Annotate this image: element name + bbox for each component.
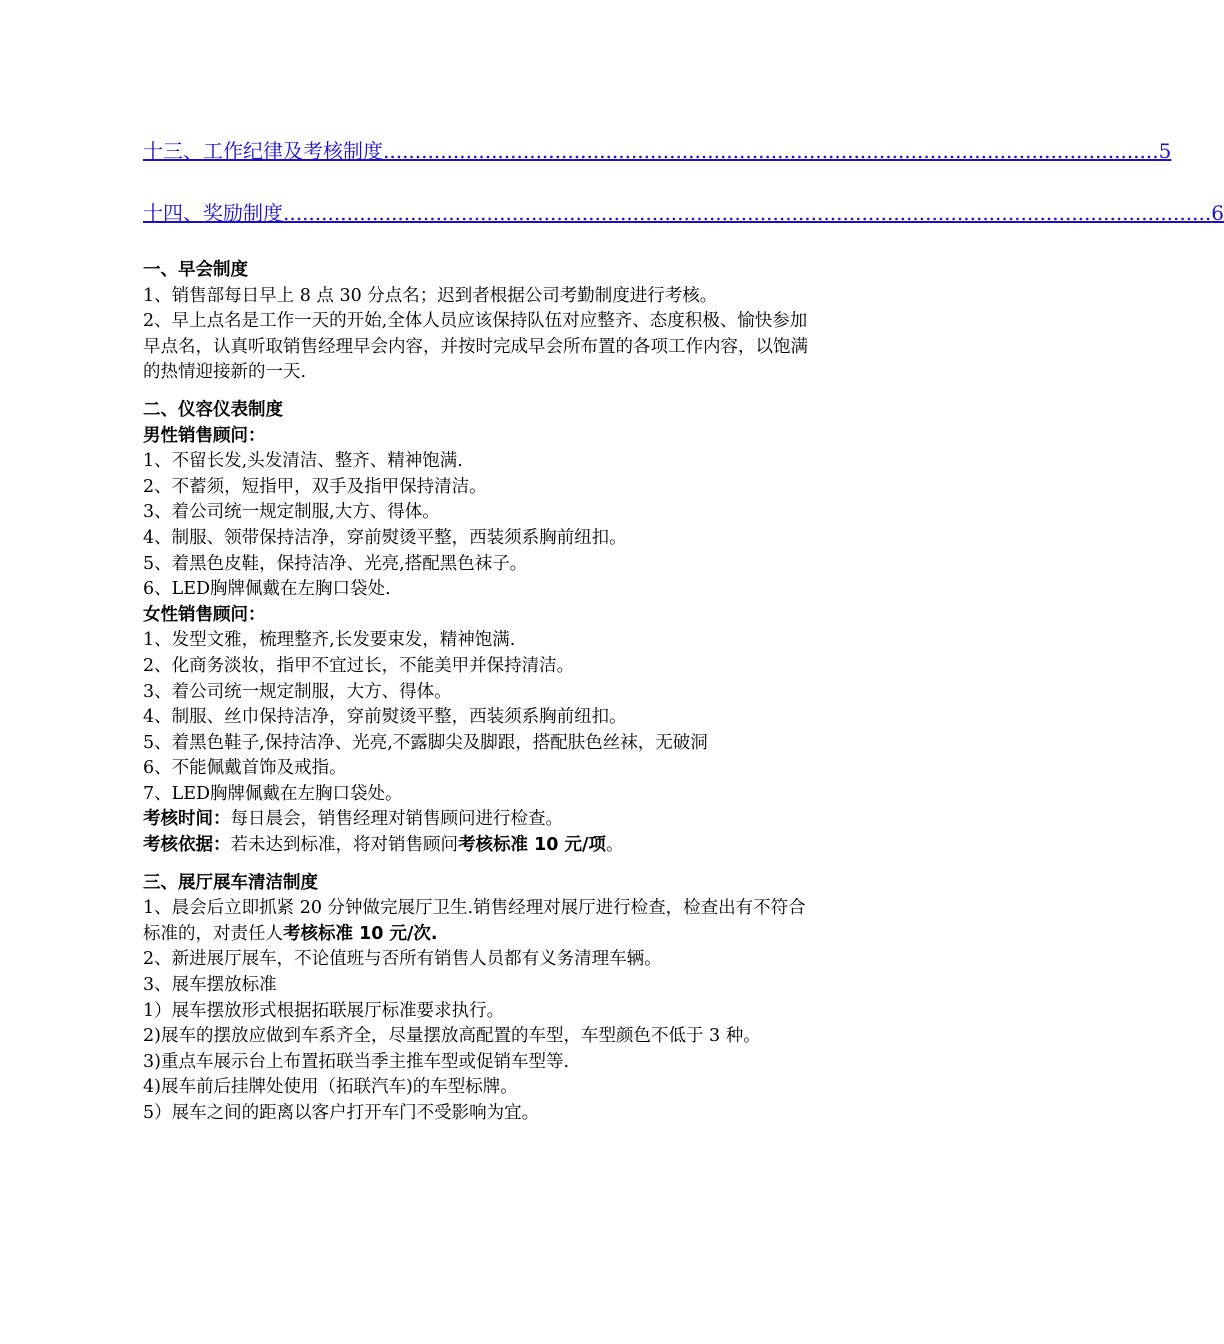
list-item: 1、不留长发,头发清洁、整齐、精神饱满. — [143, 451, 463, 472]
toc-link-reward-system[interactable] — [143, 197, 1224, 226]
toc-leader-dots: .................................................................................................................................................. — [283, 201, 1212, 225]
assessment-basis-label: 考核依据： — [143, 835, 231, 856]
assessment-basis-end: 。 — [605, 835, 624, 856]
section-heading: 一、早会制度 — [143, 260, 248, 280]
item-text: 1、晨会后立即抓紧 20 分钟做完展厅卫生.销售经理对展厅进行检查，检查出有不符合标准的，对责任人 — [143, 898, 806, 944]
toc-link-work-discipline[interactable] — [143, 135, 1172, 164]
assessment-standard: 考核标准 10 元/次. — [283, 923, 438, 944]
assessment-time-label: 考核时间： — [143, 809, 231, 830]
list-item: 3、着公司统一规定制服，大方、得体。 — [143, 681, 452, 702]
list-item: 2、化商务淡妆，指甲不宜过长，不能美甲并保持清洁。 — [143, 655, 575, 676]
section-heading: 三、展厅展车清洁制度 — [143, 872, 318, 893]
paragraph: 1、销售部每日早上 8 点 30 分点名；迟到者根据公司考勤制度进行考核。 — [143, 285, 718, 306]
toc-page-number: 5 — [1158, 139, 1172, 163]
list-item: 1、发型文雅，梳理整齐,长发要束发，精神饱满. — [143, 630, 516, 651]
list-item: 4、制服、丝巾保持洁净，穿前熨烫平整，西装须系胸前纽扣。 — [143, 707, 627, 728]
subheading-female: 女性销售顾问： — [143, 604, 266, 625]
list-item: 3)重点车展示台上布置拓联当季主推车型或促销车型等. — [143, 1051, 570, 1072]
list-item: 6、LED胸牌佩戴在左胸口袋处. — [143, 579, 391, 600]
list-item: 2)展车的摆放应做到车系齐全，尽量摆放高配置的车型，车型颜色不低于 3 种。 — [143, 1026, 761, 1047]
subheading-male: 男性销售顾问： — [143, 425, 266, 446]
toc-title: 十四、奖励制度 — [143, 201, 283, 225]
document-body — [143, 258, 808, 1127]
list-item: 2、不蓄须，短指甲，双手及指甲保持清洁。 — [143, 476, 487, 497]
list-item: 5、着黑色皮鞋，保持洁净、光亮,搭配黑色袜子。 — [143, 553, 528, 574]
toc-page-number: 6 — [1211, 201, 1224, 225]
list-item: 2、新进展厅展车，不论值班与否所有销售人员都有义务清理车辆。 — [143, 949, 662, 970]
assessment-basis-text: 若未达到标准，将对销售顾问 — [230, 835, 458, 856]
list-item: 4)展车前后挂牌处使用（拓联汽车)的车型标牌。 — [143, 1077, 518, 1098]
list-item: 1）展车摆放形式根据拓联展厅标准要求执行。 — [143, 1000, 505, 1021]
paragraph: 2、早上点名是工作一天的开始,全体人员应该保持队伍对应整齐、态度积极、愉快参加早点名，认真听取销售经理早会内容，并按时完成早会所布置的各项工作内容，以饱满的热情迎接新的一天. — [143, 311, 808, 383]
toc-leader-dots: .......................................................................................................................... — [383, 139, 1159, 163]
list-item: 7、LED胸牌佩戴在左胸口袋处。 — [143, 783, 403, 804]
assessment-time-text: 每日晨会，销售经理对销售顾问进行检查。 — [230, 809, 563, 830]
list-item: 3、着公司统一规定制服,大方、得体。 — [143, 502, 440, 523]
section-heading: 二、仪容仪表制度 — [143, 399, 283, 420]
assessment-time — [143, 807, 808, 833]
list-item: 5、着黑色鞋子,保持洁净、光亮,不露脚尖及脚跟，搭配肤色丝袜，无破洞 — [143, 732, 708, 753]
toc-title: 十三、工作纪律及考核制度 — [143, 139, 383, 163]
spacer — [143, 386, 808, 398]
list-item: 3、展车摆放标准 — [143, 975, 277, 996]
list-item: 4、制服、领带保持洁净，穿前熨烫平整，西装须系胸前纽扣。 — [143, 527, 627, 548]
assessment-basis — [143, 833, 808, 859]
spacer — [143, 859, 808, 871]
list-item: 5）展车之间的距离以客户打开车门不受影响为宜。 — [143, 1103, 540, 1123]
assessment-standard: 考核标准 10 元/项 — [458, 835, 606, 856]
list-item — [143, 896, 808, 947]
list-item: 6、不能佩戴首饰及戒指。 — [143, 758, 347, 779]
